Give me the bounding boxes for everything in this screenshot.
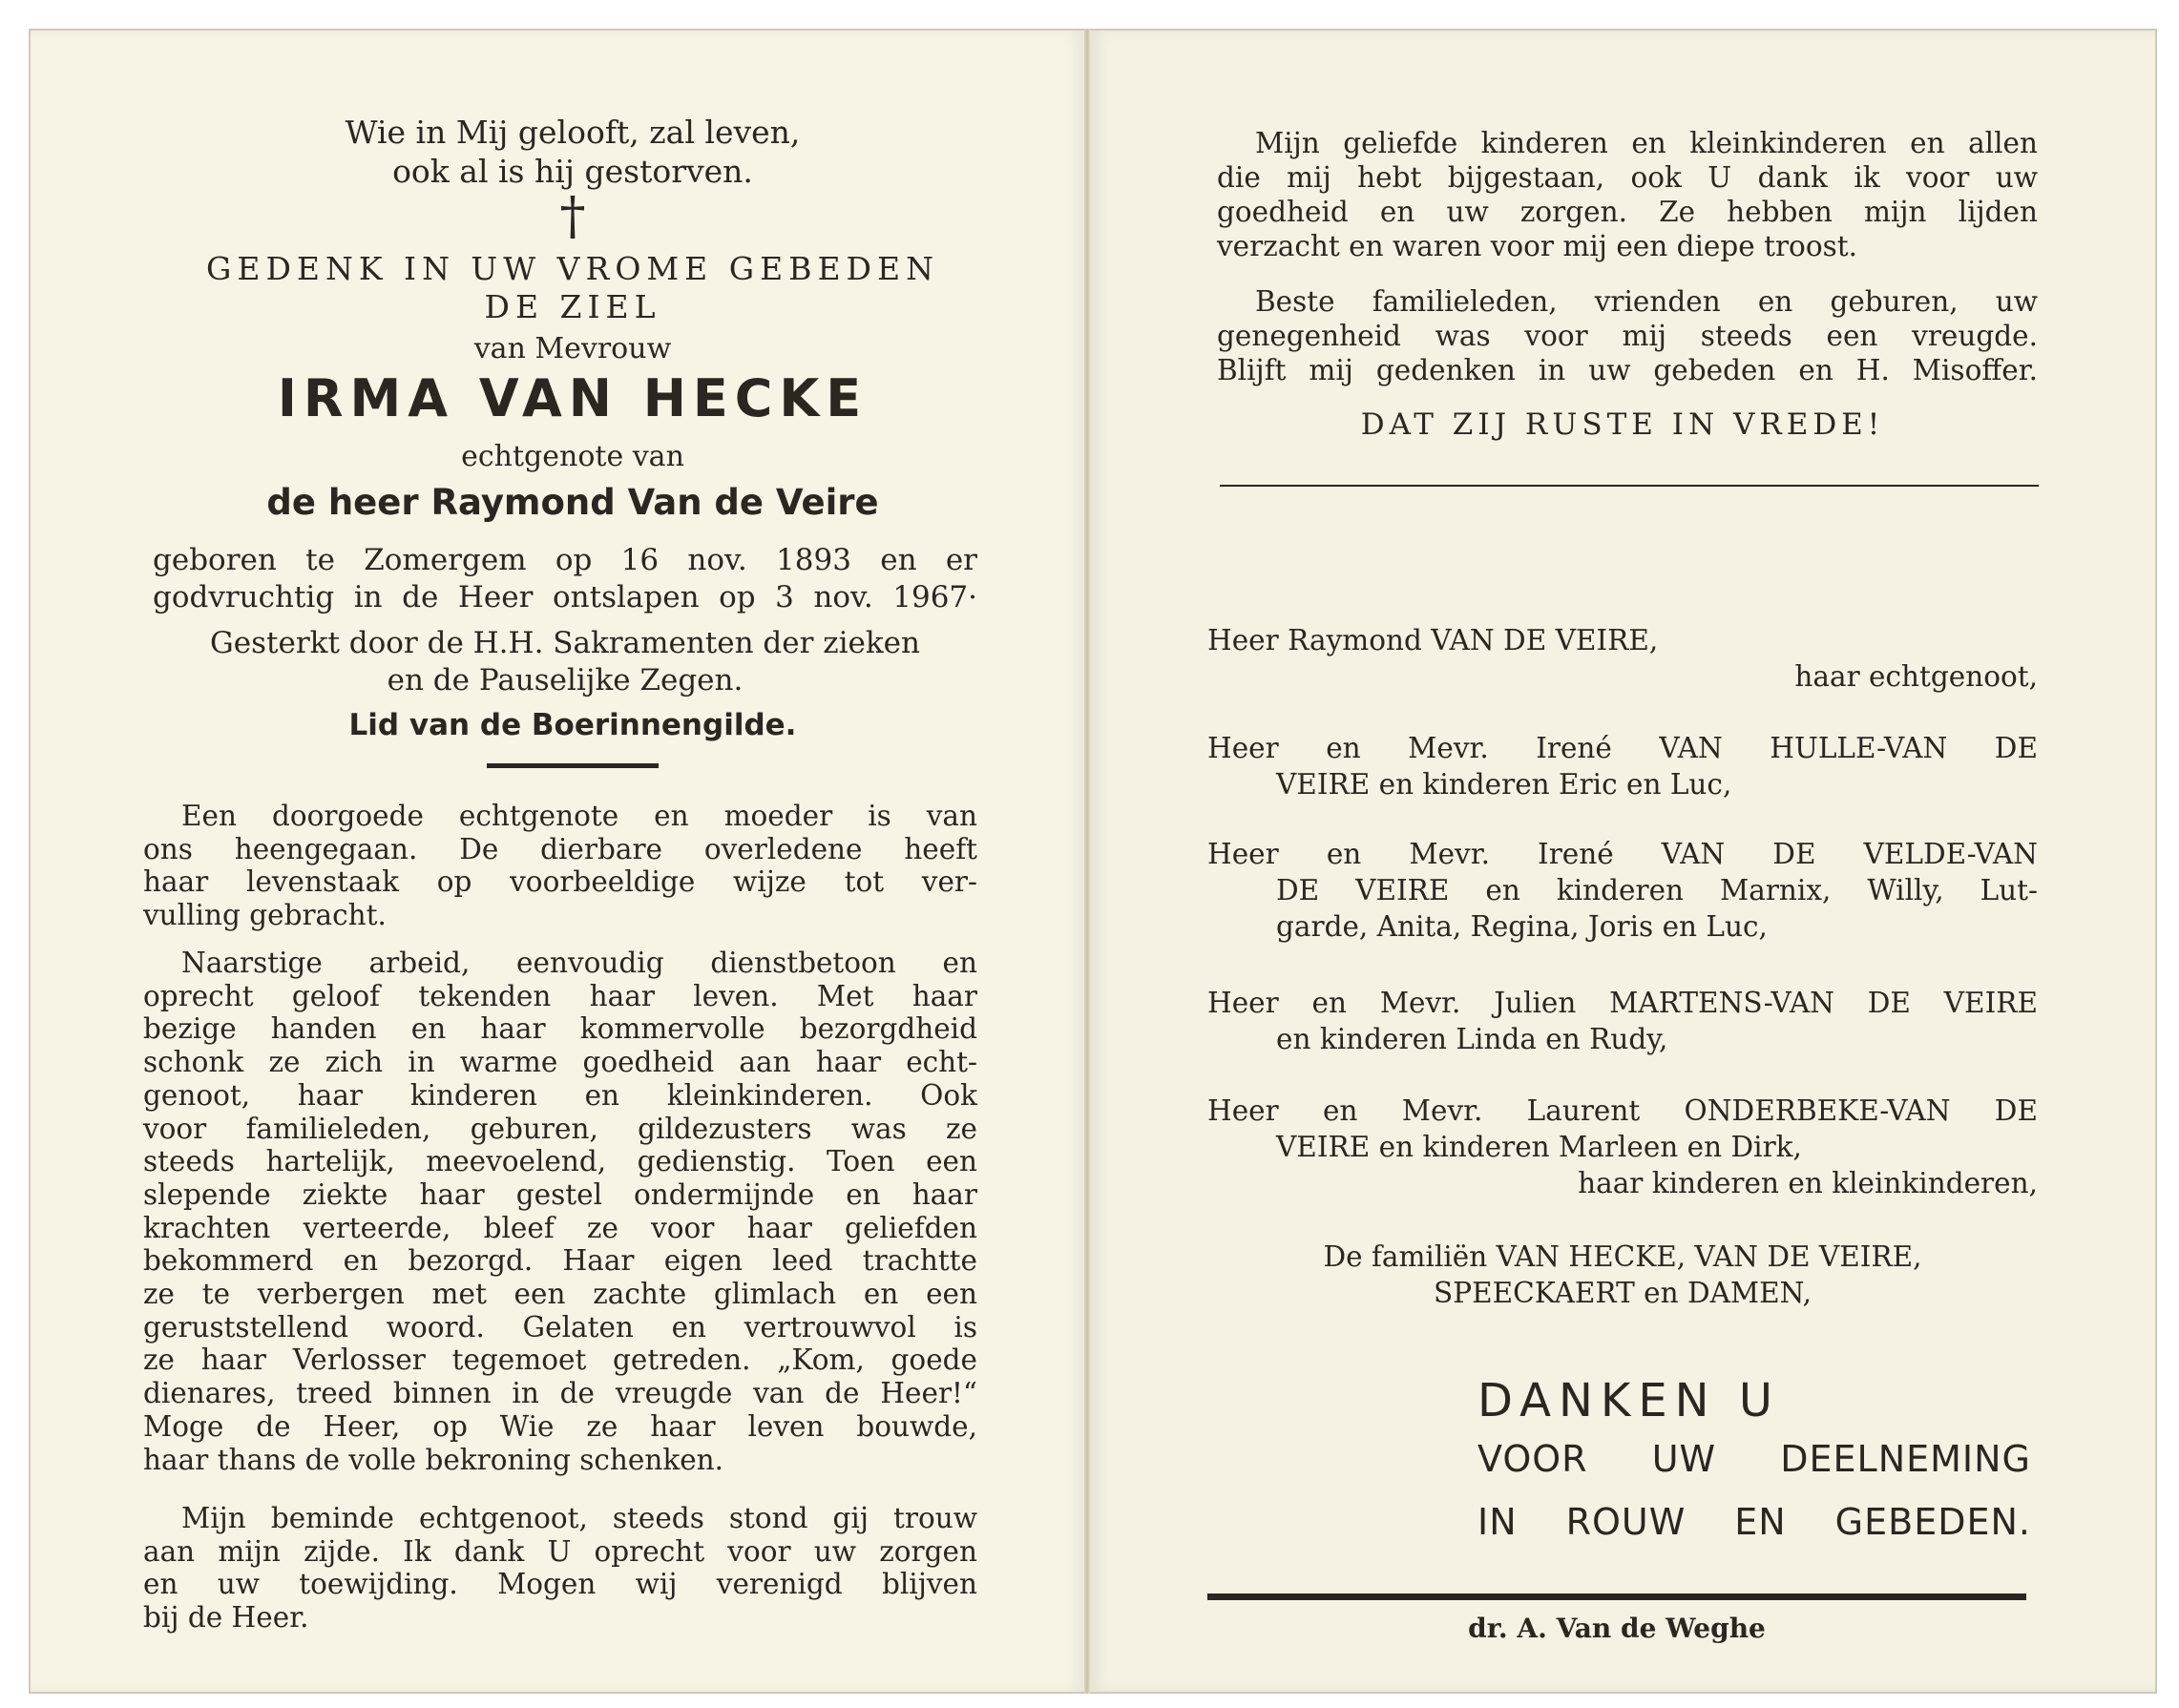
family-line: SPEECKAERT en DAMEN,	[1434, 1277, 1812, 1309]
divider-thick	[1207, 1593, 2026, 1600]
info-line: Gesterkt door de H.H. Sakramenten der zieken	[210, 626, 920, 660]
family-line: Heer en Mevr. Laurent ONDERBEKE-VAN DE	[1207, 1094, 2038, 1127]
heading-line: GEDENK IN UW VROME GEBEDEN	[206, 250, 939, 287]
thanks-block	[1477, 1374, 2031, 1553]
family-line: VEIRE en kinderen Eric en Luc,	[1276, 768, 1732, 801]
sacraments-info	[153, 625, 977, 699]
family-onderbeke	[1207, 1093, 2038, 1201]
text-line: bezige handen en haar kommervolle bezorgdheid	[143, 1012, 977, 1046]
info-line: en de Pauselijke Zegen.	[387, 663, 744, 698]
cross-icon: †	[559, 186, 586, 246]
title-mevrouw: van Mevrouw	[473, 332, 672, 365]
deceased-name: IRMA VAN HECKE	[277, 368, 869, 428]
family-line: haar echtgenoot,	[1794, 660, 2038, 693]
verse-line: Wie in Mij gelooft, zal leven,	[345, 114, 801, 151]
spouse-relation: echtgenote van	[461, 440, 684, 473]
thanks-heading: DANKEN U	[1477, 1374, 1780, 1427]
text-line: Mijn beminde echtgenoot, steeds stond gij trouw	[181, 1502, 977, 1534]
text-line: bij de Heer.	[143, 1601, 309, 1635]
rest-in-peace: DAT ZIJ RUSTE IN VREDE!	[1360, 407, 1885, 442]
printer-credit: dr. A. Van de Weghe	[1468, 1613, 1766, 1644]
family-line: DE VEIRE en kinderen Marnix, Willy, Lut-	[1276, 874, 2038, 906]
birth-death-info	[153, 542, 977, 616]
info-line: godvruchtig in de Heer ontslapen op 3 nov. 1967·	[153, 580, 977, 614]
bible-verse	[200, 113, 945, 191]
family-van-hulle	[1207, 730, 2038, 802]
remember-heading	[124, 250, 1021, 326]
thanks-line: VOOR UW DEELNEMING	[1477, 1438, 2031, 1480]
text-line: goedheid en uw zorgen. Ze hebben mijn lijden	[1217, 196, 2038, 228]
family-line: Heer en Mevr. Julien MARTENS-VAN DE VEIRE	[1207, 987, 2038, 1019]
text-line: steeds hartelijk, meevoelend, gedienstig. Toen een	[143, 1145, 977, 1178]
text-line: aan mijn zijde. Ik dank U oprecht voor uw zorgen	[143, 1534, 977, 1568]
family-husband	[1207, 622, 2038, 695]
text-line: Naarstige arbeid, eenvoudig dienstbetoon en	[181, 947, 977, 979]
family-van-de-velde	[1207, 836, 2038, 945]
family-martens	[1207, 985, 2038, 1057]
eulogy-paragraph-3	[143, 1502, 977, 1635]
family-line: VEIRE en kinderen Marleen en Dirk,	[1276, 1131, 1802, 1163]
eulogy-paragraph-2	[143, 947, 977, 1476]
family-line: garde, Anita, Regina, Joris en Luc,	[1276, 910, 1768, 943]
text-line: slepende ziekte haar gestel ondermijnde en haar	[143, 1177, 977, 1211]
text-line: verzacht en waren voor mij een diepe troost.	[1217, 230, 1857, 262]
text-line: ons heengegaan. De dierbare overledene heeft	[143, 832, 977, 865]
family-line: Heer en Mevr. Irené VAN HULLE-VAN DE	[1207, 732, 2038, 764]
heading-line: DE ZIEL	[484, 288, 661, 325]
text-line: ze te verbergen met een zachte glimlach en een	[143, 1278, 977, 1311]
text-line: Blijft mij gedenken in uw gebeden en H. Misoffer.	[1217, 354, 2038, 386]
eulogy-paragraph-1	[143, 800, 977, 932]
verse-line: ook al is hij gestorven.	[392, 153, 753, 190]
thanks-line: IN ROUW EN GEBEDEN.	[1477, 1501, 2031, 1543]
guild-membership: Lid van de Boerinnengilde.	[348, 708, 797, 742]
text-line: oprecht geloof tekenden haar leven. Met haar	[143, 979, 977, 1012]
text-line: schonk ze zich in warme goedheid aan haar echt-	[143, 1046, 977, 1079]
text-line: vulling gebracht.	[143, 899, 387, 932]
divider	[1220, 485, 2039, 487]
text-line: voor familieleden, geburen, gildezusters was ze	[143, 1112, 977, 1145]
text-line: Een doorgoede echtgenote en moeder is van	[181, 800, 977, 832]
family-line: en kinderen Linda en Rudy,	[1276, 1023, 1668, 1055]
text-line: haar levenstaak op voorbeeldige wijze tot ver-	[143, 865, 977, 899]
text-line: genoot, haar kinderen en kleinkinderen. Ook	[143, 1078, 977, 1112]
text-line: dienares, treed binnen in de vreugde van de Heer!“	[143, 1377, 977, 1410]
text-line: Moge de Heer, op Wie ze haar leven bouwde,	[143, 1409, 977, 1443]
family-names	[1207, 1239, 2038, 1311]
text-line: geruststellend woord. Gelaten en vertrouwvol is	[143, 1310, 977, 1343]
text-line: die mij hebt bijgestaan, ook U dank ik voor uw	[1217, 161, 2038, 194]
text-line: ze haar Verlosser tegemoet getreden. „Kom, goede	[143, 1343, 977, 1377]
text-line: en uw toewijding. Mogen wij verenigd blijven	[143, 1568, 977, 1601]
family-line: Heer en Mevr. Irené VAN DE VELDE-VAN	[1207, 838, 2038, 870]
family-line: haar kinderen en kleinkinderen,	[1578, 1167, 2038, 1199]
text-line: bekommerd en bezorgd. Haar eigen leed trachtte	[143, 1244, 977, 1278]
text-line: Beste familieleden, vrienden en geburen, uw	[1255, 285, 2038, 318]
text-line: genegenheid was voor mij steeds een vreugde.	[1217, 320, 2038, 352]
husband-name: de heer Raymond Van de Veire	[266, 482, 879, 523]
text-line: haar thans de volle bekroning schenken.	[143, 1443, 724, 1476]
info-line: geboren te Zomergem op 16 nov. 1893 en er	[153, 543, 977, 577]
text-line: krachten verteerde, bleef ze voor haar geliefden	[143, 1211, 977, 1244]
thanks-paragraph-1	[1217, 126, 2038, 263]
divider	[487, 763, 659, 768]
text-line: Mijn geliefde kinderen en kleinkinderen en allen	[1255, 127, 2038, 159]
family-line: Heer Raymond VAN DE VEIRE,	[1207, 624, 1659, 656]
thanks-paragraph-2	[1217, 284, 2038, 387]
card-fold	[1084, 29, 1090, 1694]
family-line: De familiën VAN HECKE, VAN DE VEIRE,	[1323, 1240, 1922, 1273]
